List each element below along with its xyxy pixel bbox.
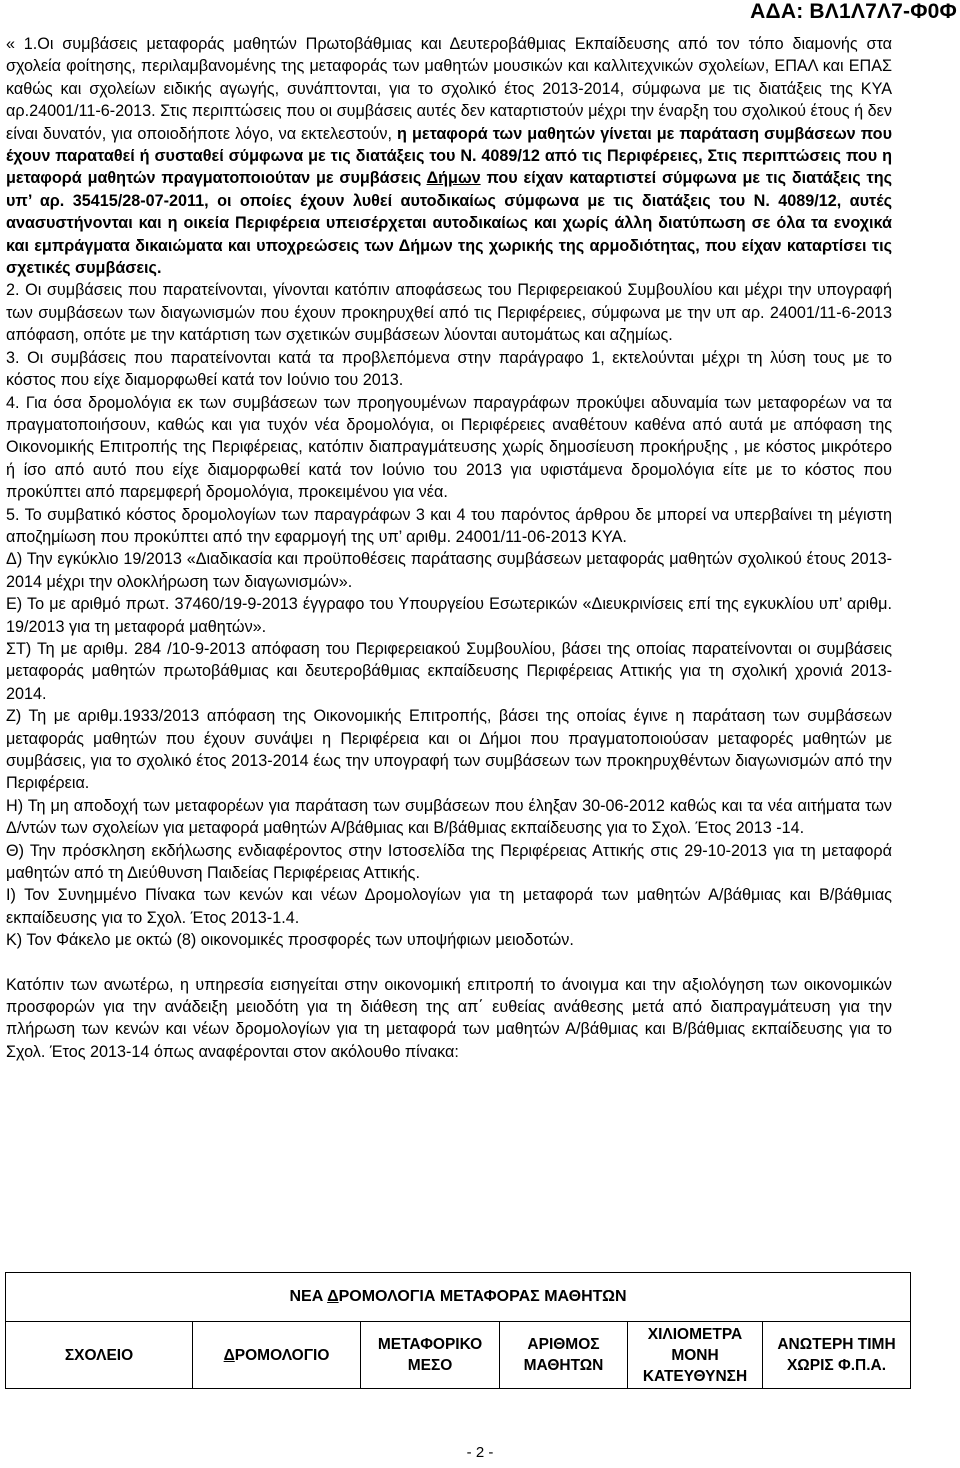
paragraph-z: Ζ) Τη με αριθμ.1933/2013 απόφαση της Οικονομικής Επιτροπής, βάσει της οποίας έγινε η παράταση των συμβάσεων μεταφοράς μαθητών που έχουν συνάψει η Περιφέρεια και οι Δήμοι που πραγματοποιούσαν μεταφορές μαθητών με συμβάσεις, για το σχολικό έτος 2013-2014 έως την υπογραφή των συμβάσεων των προκηρυχθέντων διαγωνισμών από την Περιφέρεια.: [6, 707, 892, 793]
paragraph-5: 5. Το συμβατικό κόστος δρομολογίων των παραγράφων 3 και 4 του παρόντος άρθρου δε μπορεί να υπερβαίνει τη μέγιστη αποζημίωση που προκύπτει από την εφαρμογή της υπ’ αριθμ. 24001/11-06-2013 ΚΥΑ.: [6, 505, 892, 546]
paragraph-2: 2. Οι συμβάσεις που παρατείνονται, γίνονται κατόπιν αποφάσεως του Περιφερειακού Συμβουλίου και μέχρι την υπογραφή των συμβάσεων των διαγωνισμών που έχουν προκηρυχθεί από τις Περιφέρειες, σύμφωνα με την υπ αρ. 24001/11-6-2013 απόφαση, οπότε με την κατάρτιση των σχετικών συμβάσεων λύονται αυτομάτως και αζημίως.: [6, 281, 892, 345]
paragraph-e: Ε) Το με αριθμό πρωτ. 37460/19-9-2013 έγγραφο του Υπουργείου Εσωτερικών «Διευκρινίσεις επί της εγκυκλίου υπ’ αριθμ. 19/2013 για τη μεταφορά μαθητών».: [6, 595, 892, 636]
column-header-price: ΑΝΩΤΕΡΗ ΤΙΜΗ ΧΩΡΙΣ Φ.Π.Α.: [763, 1322, 911, 1389]
paragraph-1: [6, 33, 892, 279]
column-header-km: ΧΙΛΙΟΜΕΤΡΑ ΜΟΝΗ ΚΑΤΕΥΘΥΝΣΗ: [628, 1322, 763, 1389]
column-header-vehicle: ΜΕΤΑΦΟΡΙΚΟ ΜΕΣΟ: [361, 1322, 500, 1389]
paragraph-th: Θ) Την πρόσκληση εκδήλωσης ενδιαφέροντος στην Ιστοσελίδα της Περιφέρειας Αττικής στις 29-10-2013 για τη μεταφορά μαθητών από τη Διεύθυνση Παιδείας Περιφέρειας Αττικής.: [6, 841, 892, 883]
paragraph-k: Κ) Τον Φάκελο με οκτώ (8) οικονομικές προσφορές των υποψήφιων μειοδοτών.: [6, 931, 574, 950]
paragraph-1-bold-b: που είχαν καταρτιστεί σύμφωνα με τις διατάξεις της υπ’ αρ. 35415/28-07-2011, οι οποίες έχουν λυθεί αυτοδικαίως σύμφωνα με τις διατάξεις του Ν. 4089/12, αυτές ανασυστήνονται και η οικεία Περιφέρεια υπεισέρχεται αυτοδικαίως και χωρίς άλλη διατύπωση σε όλα τα ενοχικά και εμπράγματα δικαιώματα και υποχρεώσεις των Δήμων της χωρικής της αρμοδιότητας, που είχαν καταρτίσει τις σχετικές συμβάσεις.: [6, 169, 892, 278]
paragraph-spacer: [6, 952, 892, 974]
paragraph-st: ΣΤ) Τη με αριθμ. 284 /10-9-2013 απόφαση του Περιφερειακού Συμβουλίου, βάσει της οποίας παρατείνονται οι συμβάσεις μεταφοράς μαθητών πρωτοβάθμιας και δευτεροβάθμιας εκπαίδευσης Περιφέρειας Αττικής για τη σχολική χρονιά 2013-2014.: [6, 639, 892, 703]
paragraph-1-bold-a: η μεταφορά των μαθητών γίνεται με παράταση συμβάσεων που έχουν παραταθεί ή συσταθεί σύμφωνα με τις διατάξεις του Ν. 4089/12 από τις Περιφέρειες, Στις περιπτώσεις που η μεταφορά μαθητών πραγματοποιούταν με συμβάσεις: [6, 124, 892, 188]
column-header-route: ΔΡΟΜΟΛΟΓΙΟ: [193, 1322, 361, 1389]
paragraph-3: 3. Οι συμβάσεις που παρατείνονται κατά τα προβλεπόμενα στην παράγραφο 1, εκτελούνται μέχρι τη λύση τους με το κόστος που είχε διαμορφωθεί κατά τον Ιούνιο του 2013.: [6, 348, 892, 390]
document-body: [6, 33, 892, 1063]
paragraph-h: Η) Τη μη αποδοχή των μεταφορέων για παράταση των συμβάσεων που έληξαν 30-06-2012 καθώς και τα νέα αιτήματα των Δ/ντών των σχολείων για μεταφορά μαθητών Α/βάθμιας και Β/βάθμιας εκπαίδευσης για το Σχολ. Έτος 2013 -14.: [6, 796, 892, 838]
paragraph-d: Δ) Την εγκύκλιο 19/2013 «Διαδικασία και προϋποθέσεις παράτασης συμβάσεων μεταφοράς μαθητών σχολικού έτους 2013-2014 μέχρι την ολοκλήρωση των διαγωνισμών».: [6, 550, 892, 591]
column-header-students: ΑΡΙΘΜΟΣ ΜΑΘΗΤΩΝ: [500, 1322, 628, 1389]
paragraph-1-underlined: Δήμων: [426, 169, 481, 188]
paragraph-final: Κατόπιν των ανωτέρω, η υπηρεσία εισηγείται στην οικονομική επιτροπή το άνοιγμα και την αξιολόγηση των οικονομικών προσφορών για την ανάδειξη μειοδότη για τη διάθεση της απ΄ ευθείας ανάθεσης μετά από διαπραγμάτευση για την πλήρωση των κενών και νέων δρομολογίων για τη μεταφορά των μαθητών Α/βάθμιας και Β/βάθμιας εκπαίδευσης για το Σχολ. Έτος 2013-14 όπως αναφέρονται στον ακόλουθο πίνακα:: [6, 975, 892, 1061]
paragraph-1-text: « 1.Οι συμβάσεις μεταφοράς μαθητών Πρωτοβάθμιας και Δευτεροβάθμιας Εκπαίδευσης από τον τόπο διαμονής στα σχολεία φοίτησης, περιλαμβανομένης της μεταφοράς των μαθητών μουσικών και καλλιτεχνικών σχολείων, ΕΠΑΛ και ΕΠΑΣ καθώς και σχολείων ειδικής αγωγής, συνάπτονται, για το σχολικό έτος 2013-2014, σύμφωνα με τις διατάξεις της ΚΥΑ αρ.24001/11-6-2013. Στις περιπτώσεις που οι συμβάσεις αυτές δεν καταρτιστούν μέχρι την έναρξη του σχολικού έτους ή δεν είναι δυνατόν, για οποιοδήποτε λόγο, να εκτελεστούν,: [6, 35, 892, 143]
routes-table-title: ΝΕΑ ΔΡΟΜΟΛΟΓΙΑ ΜΕΤΑΦΟΡΑΣ ΜΑΘΗΤΩΝ: [6, 1273, 911, 1322]
paragraph-i: Ι) Τον Συνημμένο Πίνακα των κενών και νέων Δρομολογίων για τη μεταφορά των μαθητών Α/βάθμιας και Β/βάθμιας εκπαίδευσης για το Σχολ. Έτος 2013-1.4.: [6, 886, 892, 927]
page-number: - 2 -: [466, 1444, 494, 1461]
paragraph-4: 4. Για όσα δρομολόγια εκ των συμβάσεων των προηγουμένων παραγράφων προκύψει αδυναμία των μεταφορέων να τα πραγματοποιήσουν, καθώς και για τυχόν νέα δρομολόγια, οι Περιφέρειες αναθέτουν καθένα από αυτά με απόφαση της Οικονομικής Επιτροπής της Περιφέρειας, κατόπιν διαπραγμάτευσης χωρίς δημοσίευση προκήρυξης , με κόστος μικρότερο ή ίσο από αυτό που είχε διαμορφωθεί κατά τον Ιούνιο του 2013 για υφιστάμενα δρομολόγια είτε με το κόστος που προκύπτει από παρεμφερή δρομολόγια, προκειμένου για νέα.: [6, 393, 892, 502]
document-ada-code: ΑΔΑ: ΒΛ1Λ7Λ7-Φ0Φ: [750, 0, 957, 23]
column-header-school: ΣΧΟΛΕΙΟ: [6, 1322, 193, 1389]
routes-table: [5, 1272, 911, 1389]
